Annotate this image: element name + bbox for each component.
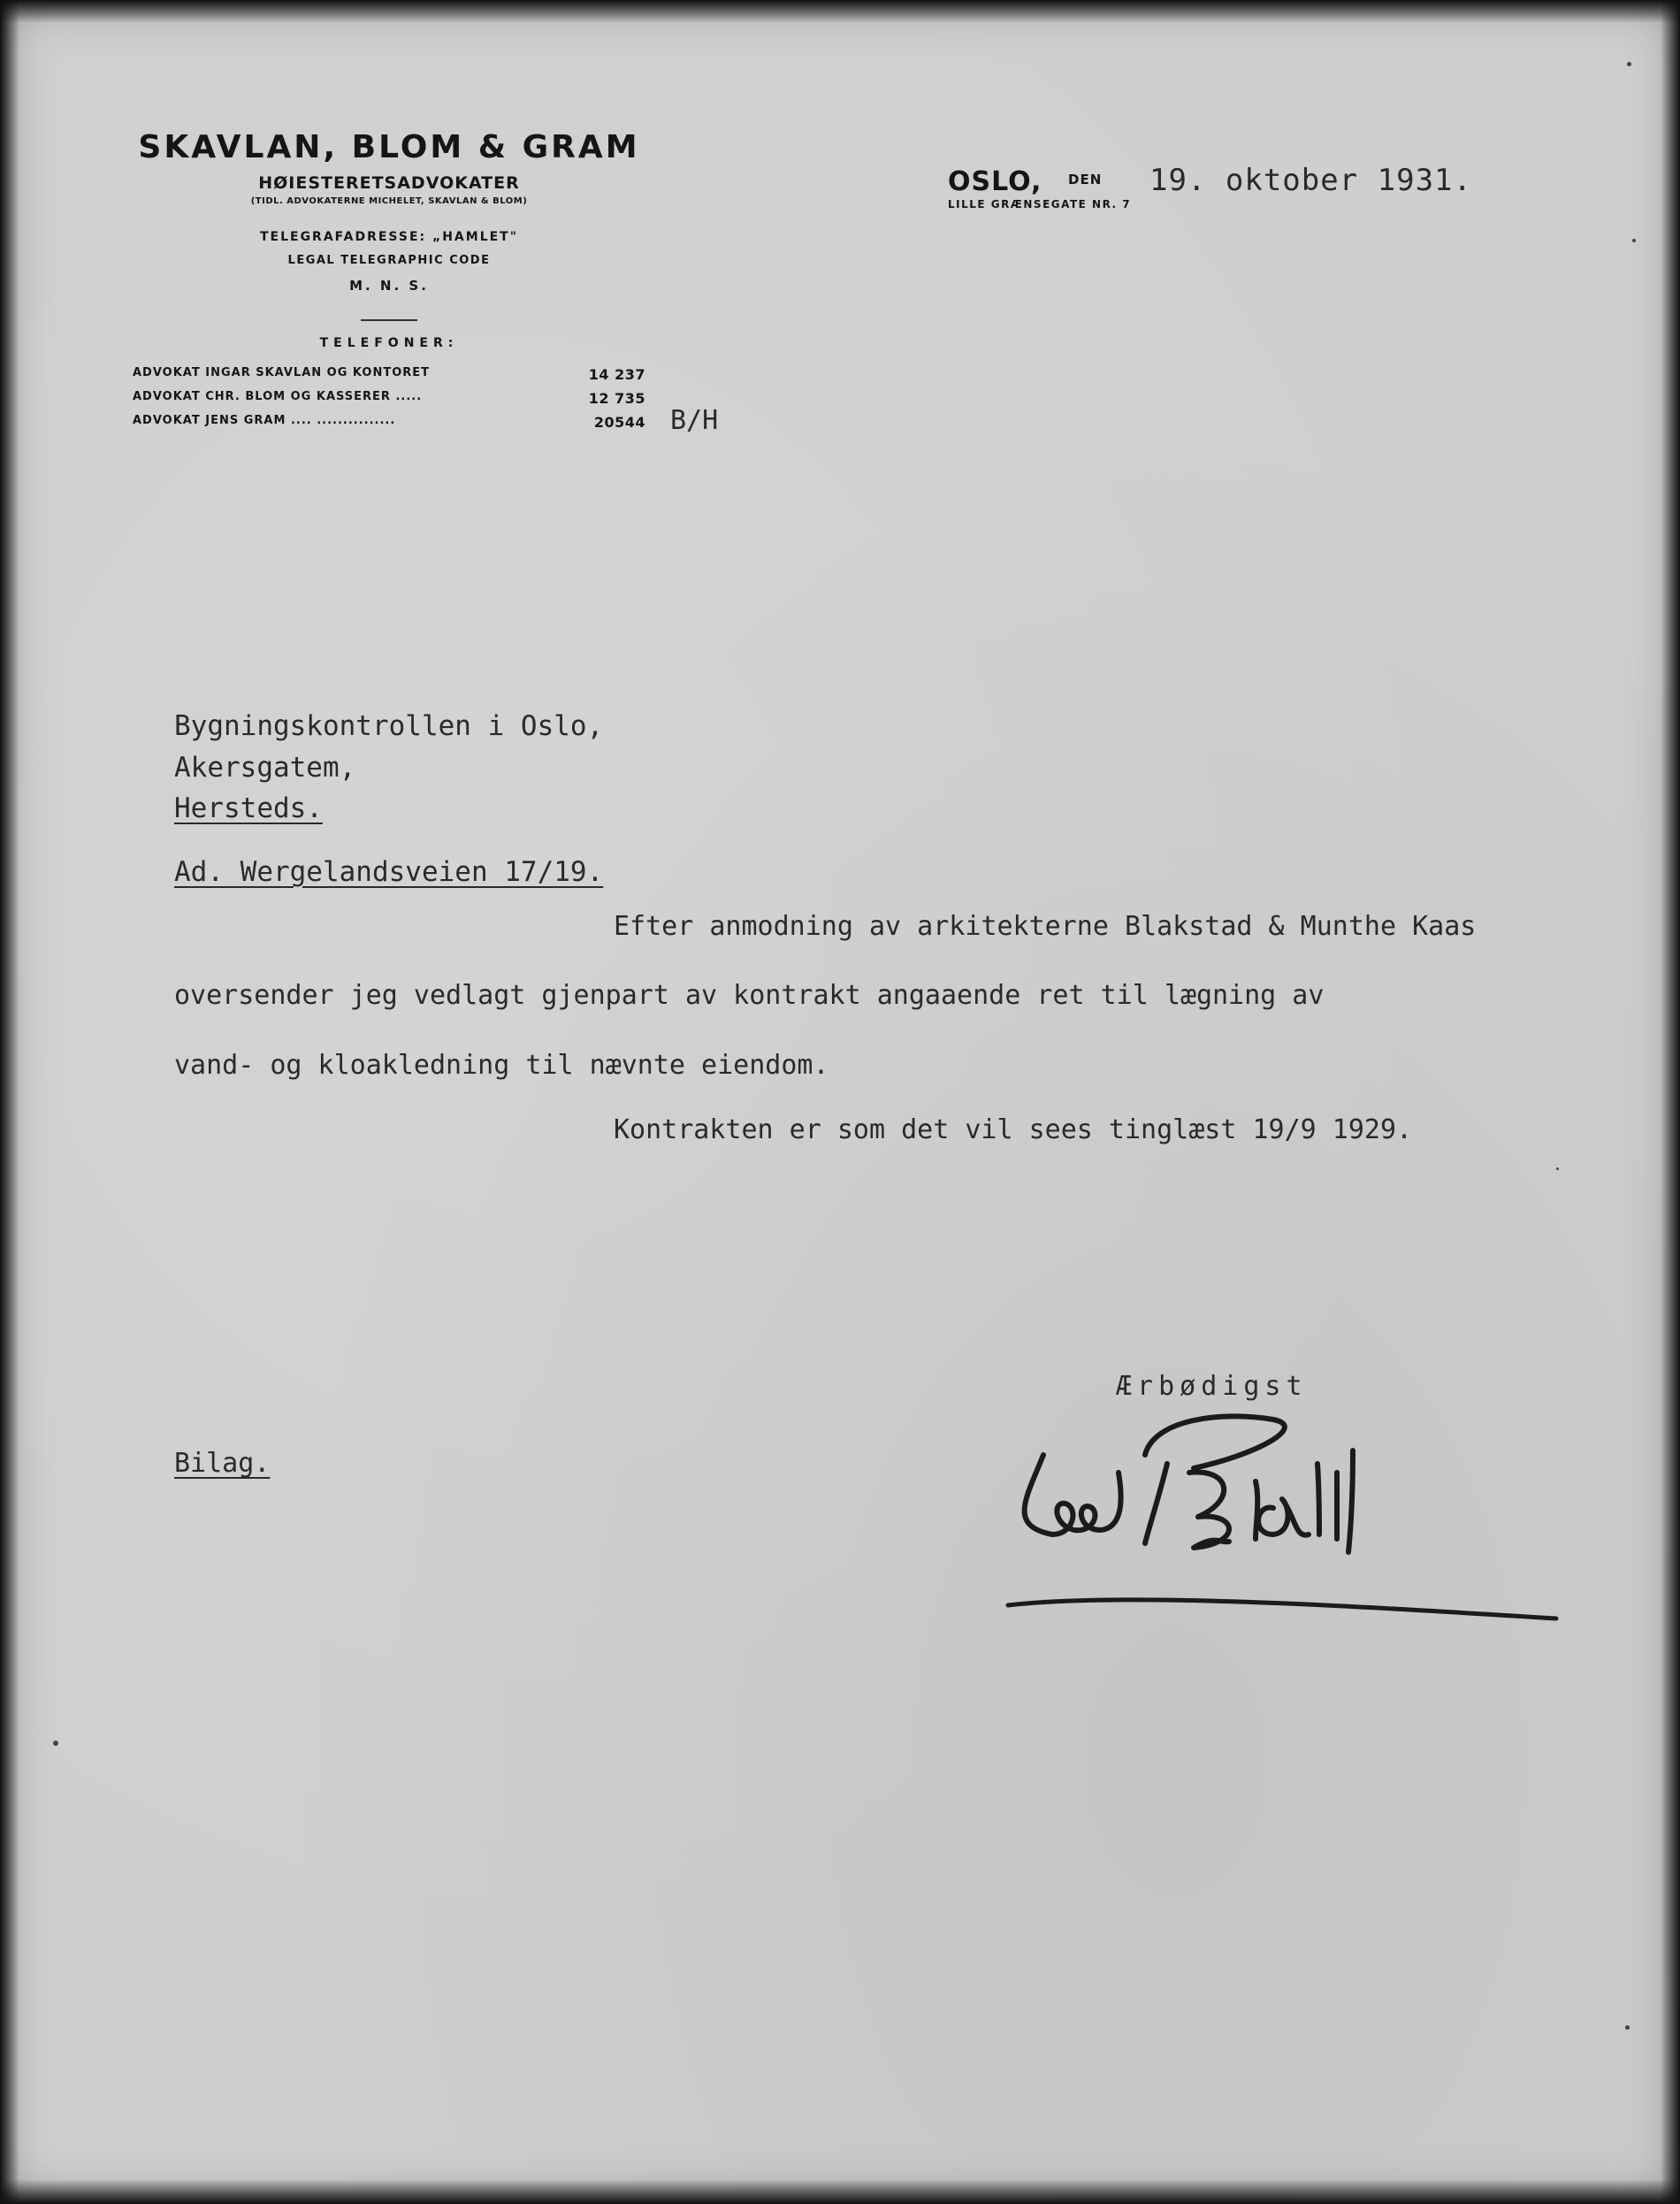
recipient-line: Akersgatem, [174, 752, 356, 784]
date-prefix: DEN [1068, 172, 1103, 187]
phone-number: 14 237 [588, 366, 645, 383]
phone-label: ADVOKAT INGAR SKAVLAN OG KONTORET [133, 366, 431, 379]
phone-label: ADVOKAT JENS GRAM .... ............... [133, 414, 396, 427]
body-line: oversender jeg vedlagt gjenpart av kontrakt angaaende ret til lægning av [174, 980, 1325, 1011]
phone-row [133, 366, 645, 383]
scan-speck [1627, 62, 1631, 66]
telegraphic-code: LEGAL TELEGRAPHIC CODE [287, 254, 491, 267]
reference-initials: B/H [670, 405, 719, 436]
recipient-line: Hersteds. [174, 792, 323, 824]
subject-line: Ad. Wergelandsveien 17/19. [174, 856, 604, 888]
scan-speck [53, 1741, 58, 1746]
scan-edge-top [0, 0, 1680, 23]
scan-edge-left [0, 0, 19, 2204]
phones-heading: TELEFONER: [319, 336, 459, 350]
handwritten-signature [990, 1402, 1592, 1632]
scan-edge-bottom [0, 2179, 1680, 2204]
phone-number: 12 735 [588, 390, 645, 407]
scan-speck [1556, 1167, 1559, 1170]
scan-edge-right [1661, 0, 1680, 2204]
letter-date: 19. oktober 1931. [1149, 163, 1472, 198]
phone-number: 20544 [593, 414, 645, 431]
recipient-line: Bygningskontrollen i Oslo, [174, 710, 604, 742]
scan-speck [1625, 2025, 1630, 2030]
enclosure-note: Bilag. [174, 1448, 271, 1479]
firm-mns: M. N. S. [349, 278, 429, 294]
telegram-address: TELEGRAFADRESSE: „HAMLET" [259, 230, 519, 244]
letterhead-divider [361, 319, 417, 321]
phone-row [133, 414, 645, 431]
firm-subtitle: HØIESTERETSADVOKATER [258, 173, 520, 193]
street-address: LILLE GRÆNSEGATE NR. 7 [948, 198, 1132, 210]
body-line: Kontrakten er som det vil sees tinglæst 19/9 1929. [614, 1114, 1413, 1145]
body-line: vand- og kloakledning til nævnte eiendom. [174, 1050, 829, 1081]
place-name: OSLO, [948, 166, 1042, 197]
firm-name: SKAVLAN, BLOM & GRAM [138, 129, 640, 165]
phone-row [133, 390, 645, 407]
firm-former-names: (TIDL. ADVOKATERNE MICHELET, SKAVLAN & BLOM) [250, 196, 528, 206]
scan-speck [1632, 239, 1636, 242]
body-line: Efter anmodning av arkitekterne Blakstad & Munthe Kaas [614, 911, 1477, 942]
closing-salutation: Ærbødigst [1116, 1371, 1308, 1402]
phone-label: ADVOKAT CHR. BLOM OG KASSERER ..... [133, 390, 423, 403]
